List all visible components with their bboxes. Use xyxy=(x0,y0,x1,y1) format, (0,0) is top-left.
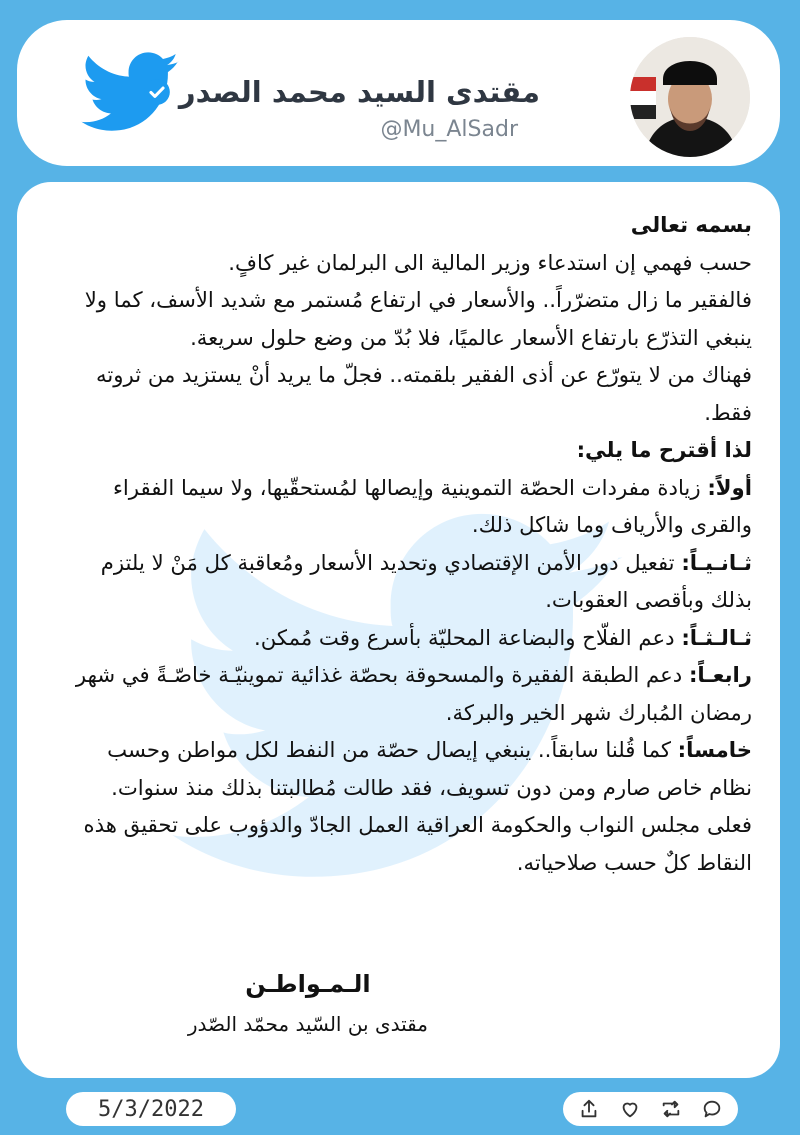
profile-header xyxy=(17,20,780,166)
proposal-point xyxy=(61,469,752,544)
share-icon[interactable] xyxy=(578,1098,600,1120)
reply-icon[interactable] xyxy=(701,1098,723,1120)
point-label: خامساً: xyxy=(677,737,752,762)
signature-title: الـمـواطـن xyxy=(245,970,371,998)
proposal-point xyxy=(61,731,752,806)
proposal-point xyxy=(61,619,752,657)
action-bar xyxy=(563,1092,738,1126)
proposal-point xyxy=(61,656,752,731)
avatar-portrait-icon xyxy=(630,37,750,157)
like-icon[interactable] xyxy=(619,1098,641,1120)
post-paragraph: فهناك من لا يتورّع عن أذى الفقير بلقمته.. فجلّ ما يريد أنْ يستزيد من ثروته فقط. xyxy=(96,362,752,425)
user-handle[interactable]: @Mu_AlSadr xyxy=(380,117,518,142)
post-date: 5/3/2022 xyxy=(66,1092,236,1126)
point-text: كما قُلنا سابقاً.. ينبغي إيصال حصّة من النفط لكل مواطن وحسب نظام خاص صارم ومن دون تسويف، فقد طالت مُطالبتنا بذلك منذ سنوات. xyxy=(107,737,752,800)
display-name[interactable]: مقتدى السيد محمد الصدر xyxy=(178,75,540,109)
post-proposal-heading: لذا أقترح ما يلي: xyxy=(576,437,752,462)
post-body xyxy=(61,206,752,881)
retweet-icon[interactable] xyxy=(660,1098,682,1120)
post-opening: بسمه تعالى xyxy=(630,212,752,237)
avatar[interactable] xyxy=(630,37,750,157)
post-paragraph: فالفقير ما زال متضرّراً.. والأسعار في ارتفاع مُستمر مع شديد الأسف، كما ولا ينبغي التذرّع بارتفاع الأسعار عالميًا، فلا بُدّ من وضع حلول سريعة. xyxy=(84,287,752,350)
point-text: تفعيل دور الأمن الإقتصادي وتحديد الأسعار ومُعاقبة كل مَنْ لا يلتزم بذلك وبأقصى العقوبات. xyxy=(100,549,752,612)
point-label: ثـالـثـاً: xyxy=(681,624,752,650)
proposal-point xyxy=(61,544,752,619)
point-text: دعم الفلّاح والبضاعة المحليّة بأسرع وقت مُمكن. xyxy=(254,624,675,650)
point-text: دعم الطبقة الفقيرة والمسحوقة بحصّة غذائية تموينيّـة خاصّـةً في شهر رمضان المُبارك شهر الخير والبركة. xyxy=(75,662,752,725)
name-row xyxy=(143,72,540,112)
verified-badge-icon xyxy=(143,78,171,106)
point-label: ثـانـيـاً: xyxy=(681,549,752,575)
signature xyxy=(188,964,428,1044)
point-label: أولاً: xyxy=(707,474,752,500)
point-text: زيادة مفردات الحصّة التموينية وإيصالها لمُستحقّيها، ولا سيما الفقراء والقرى والأرياف وما شاكل ذلك. xyxy=(112,474,752,537)
signature-name: مقتدى بن السّيد محمّد الصّدر xyxy=(187,1012,428,1036)
post-card xyxy=(17,182,780,1078)
post-closing: فعلى مجلس النواب والحكومة العراقية العمل الجادّ والدؤوب على تحقيق هذه النقاط كلٌ حسب صلاحياته. xyxy=(83,812,752,875)
post-paragraph: حسب فهمي إن استدعاء وزير المالية الى البرلمان غير كافٍ. xyxy=(228,249,752,275)
point-label: رابعـاً: xyxy=(688,662,752,687)
